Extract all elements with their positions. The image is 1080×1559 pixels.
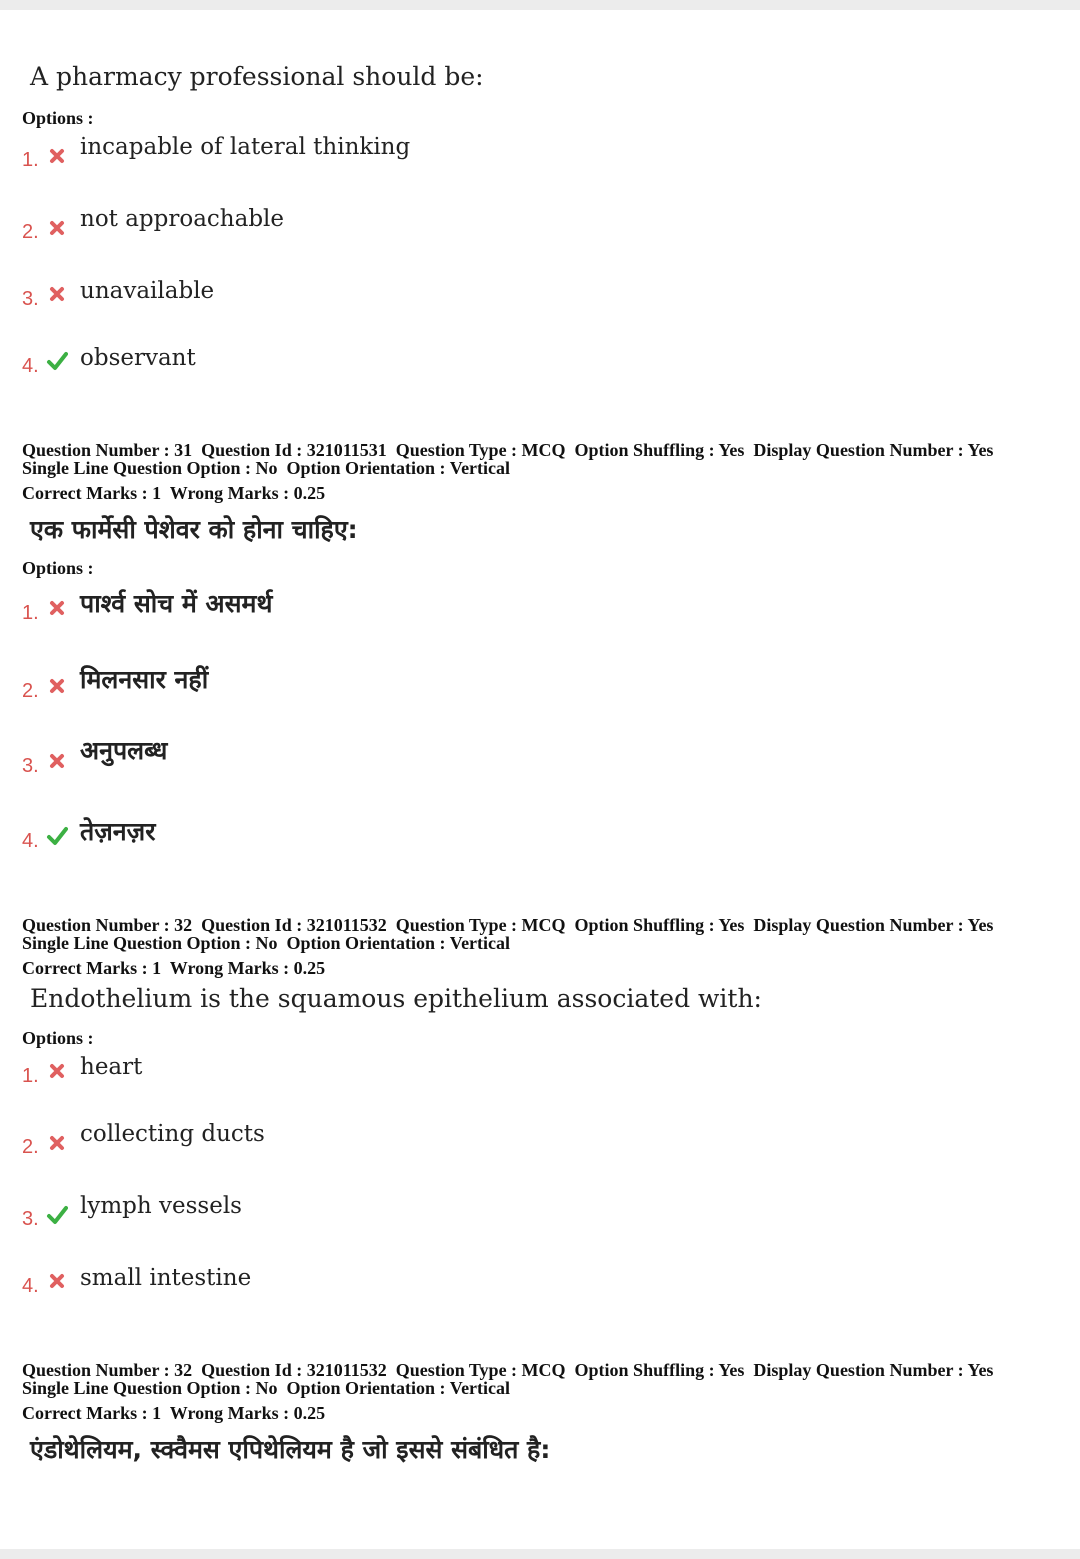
option-number: 1. (22, 149, 39, 171)
check-icon (46, 825, 68, 847)
option-number: 4. (22, 1275, 39, 1297)
question-meta: Question Number : 32 Question Id : 321011532 Question Type : MCQ Option Shuffling : Yes Display Question Number : Yes (22, 915, 994, 935)
option-text: observant (80, 345, 196, 371)
option-text: पार्श्व सोच में असमर्थ (80, 589, 273, 618)
options-label: Options : (22, 1028, 94, 1048)
check-icon (46, 350, 68, 372)
question-text: Endothelium is the squamous epithelium associated with: (30, 984, 762, 1013)
cross-icon (46, 145, 68, 167)
option-text: अनुपलब्ध (80, 736, 168, 765)
option-number: 2. (22, 680, 39, 702)
option-number: 1. (22, 602, 39, 624)
top-border (0, 0, 1080, 10)
option-text: मिलनसार नहीं (80, 665, 209, 694)
option-text: lymph vessels (80, 1193, 242, 1219)
options-label: Options : (22, 108, 94, 128)
cross-icon (46, 597, 68, 619)
cross-icon (46, 1270, 68, 1292)
cross-icon (46, 675, 68, 697)
option-number: 1. (22, 1065, 39, 1087)
question-text: एंडोथेलियम, स्क्वैमस एपिथेलियम है जो इससे संबंधित है: (30, 1435, 551, 1464)
option-text: तेज़नज़र (80, 817, 156, 846)
option-number: 4. (22, 355, 39, 377)
question-meta: Question Number : 32 Question Id : 321011532 Question Type : MCQ Option Shuffling : Yes Display Question Number : Yes (22, 1360, 994, 1380)
marks-meta: Correct Marks : 1 Wrong Marks : 0.25 (22, 1403, 326, 1423)
option-text: heart (80, 1054, 143, 1080)
option-number: 4. (22, 830, 39, 852)
marks-meta: Correct Marks : 1 Wrong Marks : 0.25 (22, 958, 326, 978)
option-number: 3. (22, 755, 39, 777)
option-text: incapable of lateral thinking (80, 134, 411, 160)
option-number: 2. (22, 221, 39, 243)
option-number: 2. (22, 1136, 39, 1158)
option-number: 3. (22, 1208, 39, 1230)
question-meta: Single Line Question Option : No Option Orientation : Vertical (22, 458, 511, 478)
option-text: unavailable (80, 278, 215, 304)
question-meta: Single Line Question Option : No Option Orientation : Vertical (22, 933, 511, 953)
marks-meta: Correct Marks : 1 Wrong Marks : 0.25 (22, 483, 326, 503)
cross-icon (46, 1132, 68, 1154)
option-number: 3. (22, 288, 39, 310)
cross-icon (46, 283, 68, 305)
option-text: small intestine (80, 1265, 252, 1291)
question-text: एक फार्मेसी पेशेवर को होना चाहिए: (30, 515, 358, 544)
cross-icon (46, 1060, 68, 1082)
question-meta: Question Number : 31 Question Id : 321011531 Question Type : MCQ Option Shuffling : Yes Display Question Number : Yes (22, 440, 994, 460)
options-label: Options : (22, 558, 94, 578)
bottom-border (0, 1549, 1080, 1559)
question-meta: Single Line Question Option : No Option Orientation : Vertical (22, 1378, 511, 1398)
cross-icon (46, 750, 68, 772)
check-icon (46, 1204, 68, 1226)
question-text: A pharmacy professional should be: (30, 62, 484, 91)
cross-icon (46, 217, 68, 239)
option-text: collecting ducts (80, 1121, 265, 1147)
option-text: not approachable (80, 206, 285, 232)
